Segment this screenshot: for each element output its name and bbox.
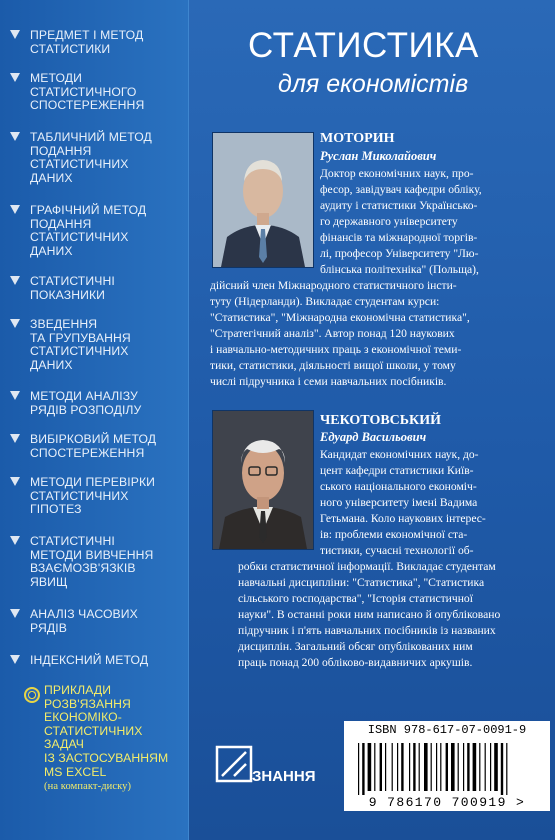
- triangle-bullet-icon: [10, 434, 20, 443]
- sidebar-item-label: ВИБІРКОВИЙ МЕТОД СПОСТЕРЕЖЕННЯ: [30, 432, 157, 460]
- bio-line: лі, професор Університету "Лю-: [320, 247, 479, 260]
- triangle-bullet-icon: [10, 609, 20, 618]
- bio-line: Доктор економічних наук, про-: [320, 167, 474, 180]
- sidebar-item-label: ГРАФІЧНИЙ МЕТОД ПОДАННЯ СТАТИСТИЧНИХ ДАНИХ: [30, 203, 147, 258]
- author-bio-full: [210, 278, 470, 390]
- triangle-bullet-icon: [10, 319, 20, 328]
- sidebar-item: [30, 318, 180, 372]
- sidebar-item-label: СТАТИСТИЧНІ МЕТОДИ ВИВЧЕННЯ ВЗАЄМОЗВ'ЯЗКІВ ЯВИЩ: [30, 534, 154, 589]
- sidebar-item: [30, 275, 180, 302]
- author-bio-right: [320, 447, 486, 559]
- bio-line: дисциплін. Загальний обсяг опублікованих ним: [238, 640, 473, 653]
- sidebar-item-label: ІНДЕКСНИЙ МЕТОД: [30, 653, 149, 667]
- sidebar-item: [30, 535, 180, 589]
- bio-line: сільського господарства", "Історія статистичної: [238, 592, 473, 605]
- sidebar-item: [30, 131, 180, 185]
- sidebar-item-label: СТАТИСТИЧНІ ПОКАЗНИКИ: [30, 274, 115, 302]
- sidebar-item: [30, 654, 180, 668]
- cd-section-label: ПРИКЛАДИ РОЗВ'ЯЗАННЯ ЕКОНОМІКО- СТАТИСТИЧНИХ ЗАДАЧ ІЗ ЗАСТОСУВАННЯМ MS EXCEL: [44, 683, 169, 779]
- publisher-name: ЗНАННЯ: [252, 768, 316, 785]
- author-given-name: Руслан Миколайович: [320, 149, 437, 163]
- sidebar-item-label: ПРЕДМЕТ І МЕТОД СТАТИСТИКИ: [30, 28, 144, 56]
- bio-line: фесор, завідувач кафедри обліку,: [320, 183, 482, 196]
- cd-section-note: (на компакт-диску): [44, 781, 132, 793]
- sidebar-item: [30, 476, 180, 517]
- barcode-bars-icon: [344, 739, 550, 795]
- bio-line: "Статистика", "Міжнародна економічна статистика",: [210, 311, 470, 324]
- sidebar-item: [30, 204, 180, 258]
- bio-line: фінансів та міжнародної торгів-: [320, 231, 478, 244]
- triangle-bullet-icon: [10, 655, 20, 664]
- triangle-bullet-icon: [10, 73, 20, 82]
- author-portrait-icon: [213, 133, 313, 267]
- bio-line: тистики, сучасні технології об-: [320, 544, 474, 557]
- publisher-logo-icon: [214, 744, 254, 784]
- triangle-bullet-icon: [10, 276, 20, 285]
- sidebar-item-label: МЕТОДИ ПЕРЕВІРКИ СТАТИСТИЧНИХ ГІПОТЕЗ: [30, 475, 156, 517]
- author-surname: ЧЕКОТОВСЬКИЙ: [320, 413, 441, 428]
- bio-line: підручник і п'ять навчальних посібників із названих: [238, 624, 496, 637]
- bio-line: дійсний член Міжнародного статистичного інсти-: [210, 279, 457, 292]
- bio-line: туту (Нідерланди). Викладає студентам курси:: [210, 295, 440, 308]
- book-subtitle: для економістів: [278, 70, 469, 98]
- bio-line: і навчально-методичних праць з економічної теми-: [210, 343, 462, 356]
- bio-line: навчальні дисципліни: "Статистика", "Статистика: [238, 576, 485, 589]
- bio-line: "Стратегічний аналіз". Автор понад 120 наукових: [210, 327, 455, 340]
- contents-sidebar: [0, 0, 189, 840]
- bio-line: ського національного економіч-: [320, 480, 477, 493]
- triangle-bullet-icon: [10, 205, 20, 214]
- sidebar-item: [30, 29, 180, 56]
- bio-line: блінська політехніка" (Польща),: [320, 263, 479, 276]
- sidebar-item-label: ЗВЕДЕННЯ ТА ГРУПУВАННЯ СТАТИСТИЧНИХ ДАНИХ: [30, 317, 131, 372]
- author-surname: МОТОРИН: [320, 131, 395, 146]
- sidebar-item-label: АНАЛІЗ ЧАСОВИХ РЯДІВ: [30, 607, 138, 635]
- sidebar-item-label: ТАБЛИЧНИЙ МЕТОД ПОДАННЯ СТАТИСТИЧНИХ ДАНИХ: [30, 130, 152, 185]
- author-photo-moroзin: [212, 132, 314, 268]
- bio-line: цент кафедри статистики Київ-: [320, 464, 474, 477]
- bio-line: Кандидат економічних наук, до-: [320, 448, 479, 461]
- author-photo-chekotovskyi: [212, 410, 314, 550]
- triangle-bullet-icon: [10, 30, 20, 39]
- triangle-bullet-icon: [10, 477, 20, 486]
- bio-line: ного університету імені Вадима: [320, 496, 478, 509]
- isbn-label: ISBN 978-617-07-0091-9: [344, 721, 550, 739]
- bio-line: праць понад 200 обліково-видавничих аркушів.: [238, 656, 473, 669]
- author-bio-full: [238, 559, 500, 671]
- author-given-name: Едуард Васильович: [320, 430, 427, 444]
- bio-line: аудиту і статистики Українсько-: [320, 199, 478, 212]
- bio-line: робки статистичної інформації. Викладає студентам: [238, 560, 496, 573]
- sidebar-item-label: МЕТОДИ СТАТИСТИЧНОГО СПОСТЕРЕЖЕННЯ: [30, 71, 145, 113]
- sidebar-item-label: МЕТОДИ АНАЛІЗУ РЯДІВ РОЗПОДІЛУ: [30, 389, 142, 417]
- triangle-bullet-icon: [10, 391, 20, 400]
- sidebar-item: [30, 72, 180, 113]
- sidebar-cd-section: [44, 684, 194, 794]
- author-bio-right: [320, 166, 482, 278]
- author-portrait-icon: [213, 411, 313, 549]
- bio-line: Гетьмана. Коло наукових інтерес-: [320, 512, 486, 525]
- triangle-bullet-icon: [10, 132, 20, 141]
- sidebar-item: [30, 390, 180, 417]
- bio-line: тики, статистики, діяльності вищої школи, у тому: [210, 359, 456, 372]
- bio-line: ів: проблеми економічної ста-: [320, 528, 468, 541]
- book-title: СТАТИСТИКА: [248, 26, 479, 65]
- bio-line: числі підручника і семи навчальних посібників.: [210, 375, 447, 388]
- triangle-bullet-icon: [10, 536, 20, 545]
- bio-line: науки". В останні роки ним написано й опубліковано: [238, 608, 501, 621]
- cd-disc-icon: [24, 687, 40, 703]
- barcode-number: 9 786170 700919 >: [368, 795, 526, 810]
- sidebar-item: [30, 608, 180, 635]
- bio-line: го державного університету: [320, 215, 458, 228]
- sidebar-item: [30, 433, 180, 460]
